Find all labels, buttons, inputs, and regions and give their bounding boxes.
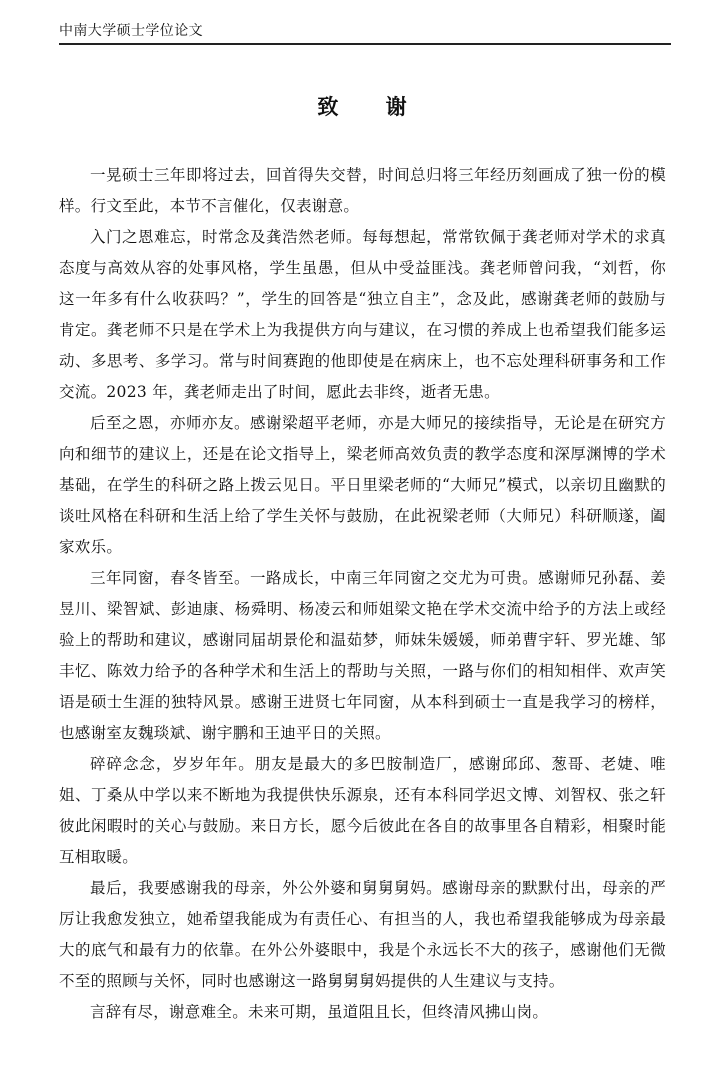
paragraph-closing: 言辞有尽，谢意难全。未来可期，虽道阻且长，但终清风拂山岗。	[90, 1003, 549, 1021]
paragraph-intro: 一晃硕士三年即将过去，回首得失交替，时间总归将三年经历刻画成了独一份的模样。行文至此，本节不言催化，仅表谢意。	[59, 166, 666, 215]
acknowledgement-body	[59, 160, 666, 1028]
page-title: 致 谢	[317, 95, 427, 119]
paragraph-advisor-gong: 入门之恩难忘，时常念及龚浩然老师。每每想起，常常钦佩于龚老师对学术的求真态度与高效从容的处事风格，学生虽愚，但从中受益匪浅。龚老师曾问我，“刘哲，你这一年多有什么收获吗？”，学生的回答是“独立自主”，念及此，感谢龚老师的鼓励与肯定。龚老师不只是在学术上为我提供方向与建议，在习惯的养成上也希望我们能多运动、多思考、多学习。常与时间赛跑的他即使是在病床上，也不忘处理科研事务和工作交流。2023 年，龚老师走出了时间，愿此去非终，逝者无患。	[59, 228, 666, 401]
paragraph-classmates: 三年同窗，春冬皆至。一路成长，中南三年同窗之交尤为可贵。感谢师兄孙磊、姜昱川、梁智斌、彭迪康、杨舜明、杨凌云和师姐梁文艳在学术交流中给予的方法上或经验上的帮助和建议，感谢同届胡景伦和温茹梦，师妹朱媛媛，师弟曹宇轩、罗光雄、邹丰忆、陈效力给予的各种学术和生活上的帮助与关照，一路与你们的相知相伴、欢声笑语是硕士生涯的独特风景。感谢王进贤七年同窗，从本科到硕士一直是我学习的榜样，也感谢室友魏琰斌、谢宇鹏和王迪平日的关照。	[59, 569, 666, 742]
paragraph-advisor-liang: 后至之恩，亦师亦友。感谢梁超平老师，亦是大师兄的接续指导，无论是在研究方向和细节的建议上，还是在论文指导上，梁老师高效负责的教学态度和深厚渊博的学术基础，在学生的科研之路上拨云见日。平日里梁老师的“大师兄”模式，以亲切且幽默的谈吐风格在科研和生活上给了学生关怀与鼓励，在此祝梁老师（大师兄）科研顺遂，阖家欢乐。	[59, 414, 666, 556]
header-title: 中南大学硕士学位论文	[59, 23, 203, 39]
paragraph-family: 最后，我要感谢我的母亲，外公外婆和舅舅舅妈。感谢母亲的默默付出，母亲的严厉让我愈发独立，她希望我能成为有责任心、有担当的人，我也希望我能够成为母亲最大的底气和最有力的依靠。在外公外婆眼中，我是个永远长不大的孩子，感谢他们无微不至的照顾与关怀，同时也感谢这一路舅舅舅妈提供的人生建议与支持。	[59, 879, 666, 990]
paragraph-friends: 碎碎念念，岁岁年年。朋友是最大的多巴胺制造厂，感谢邱邱、葱哥、老婕、唯姐、丁桑从中学以来不断地为我提供快乐源泉，还有本科同学迟文博、刘智权、张之轩彼此闲暇时的关心与鼓励。来日方长，愿今后彼此在各自的故事里各自精彩，相聚时能互相取暖。	[59, 755, 666, 866]
running-header	[59, 22, 671, 45]
